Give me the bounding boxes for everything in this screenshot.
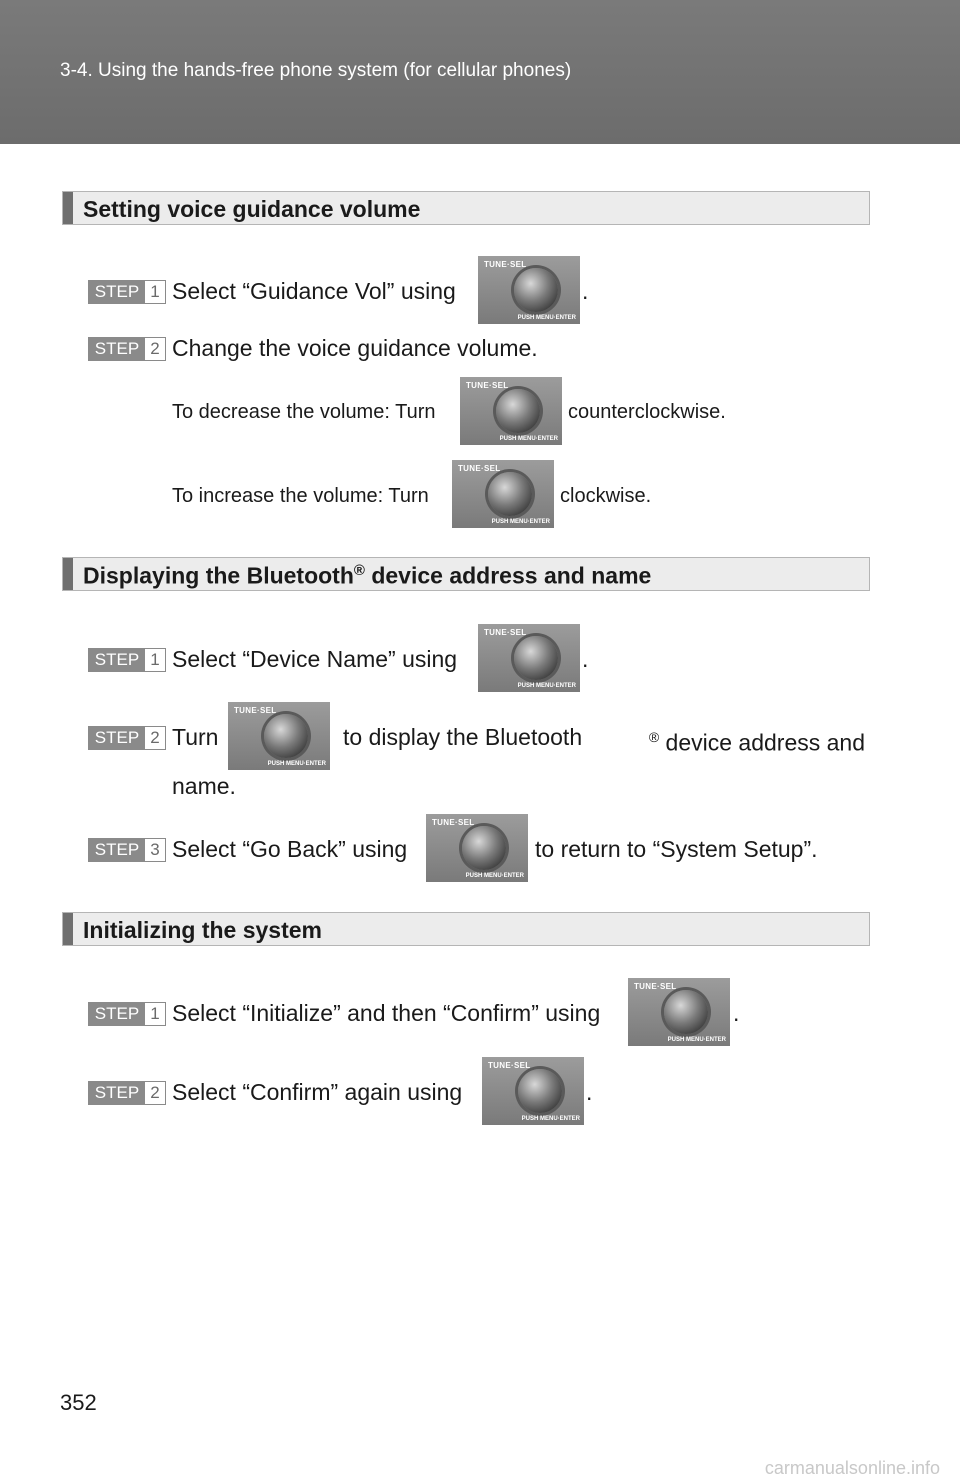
step-badge <box>88 1002 166 1026</box>
step-badge-number: 1 <box>150 1004 160 1023</box>
section-heading-bluetooth-device <box>62 557 870 591</box>
knob-top-label: TUNE·SEL <box>466 381 509 390</box>
knob-top-label: TUNE·SEL <box>432 818 475 827</box>
knob-dial <box>518 1069 562 1113</box>
section-heading-title: Setting voice guidance volume <box>83 196 421 222</box>
registered-mark: ® <box>648 729 660 745</box>
step-text: Change the voice guidance volume. <box>172 335 538 361</box>
step-text: Select “Go Back” using <box>172 836 408 862</box>
registered-mark: ® <box>353 562 365 579</box>
step-badge <box>88 280 166 304</box>
step-badge-number: 3 <box>150 840 160 859</box>
step-badge-number: 2 <box>150 728 160 747</box>
knob-dial <box>496 389 540 433</box>
section-heading-mark <box>63 558 73 590</box>
knob-top-label: TUNE·SEL <box>458 464 501 473</box>
tune-sel-knob-icon <box>478 256 580 324</box>
step-badge-label: STEP <box>89 649 145 671</box>
knob-bottom-label: PUSH MENU·ENTER <box>267 761 326 767</box>
sub-instruction: To decrease the volume: Turn <box>172 401 436 423</box>
step-badge <box>88 838 166 862</box>
knob-bottom-label: PUSH MENU·ENTER <box>517 683 576 689</box>
knob-top-label: TUNE·SEL <box>234 706 277 715</box>
watermark: carmanualsonline.info <box>764 1458 940 1478</box>
knob-top-label: TUNE·SEL <box>484 628 527 637</box>
knob-dial <box>462 826 506 870</box>
tune-sel-knob-icon <box>478 624 580 692</box>
step-badge-label: STEP <box>89 727 145 749</box>
step-badge-label: STEP <box>89 839 145 861</box>
knob-bottom-label: PUSH MENU·ENTER <box>465 873 524 879</box>
sub-instruction-end: clockwise. <box>560 485 652 507</box>
section-heading-initialize <box>62 912 870 946</box>
sub-instruction: To increase the volume: Turn <box>172 485 429 507</box>
knob-top-label: TUNE·SEL <box>634 982 677 991</box>
knob-top-label: TUNE·SEL <box>488 1061 531 1070</box>
tune-sel-knob-icon <box>228 702 330 770</box>
knob-top-label: TUNE·SEL <box>484 260 527 269</box>
step-badge-number: 2 <box>150 1083 160 1102</box>
page-header <box>0 0 960 144</box>
tune-sel-knob-icon <box>628 978 730 1046</box>
page-number: 352 <box>60 1390 97 1415</box>
knob-bottom-label: PUSH MENU·ENTER <box>499 436 558 442</box>
step-text-end: to display the Bluetooth ® device address and <box>343 724 865 756</box>
header-title: 3-4. Using the hands-free phone system (for cellular phones) <box>60 60 572 81</box>
section-heading-voice-volume <box>62 191 870 225</box>
step-text-end: . <box>733 1000 740 1026</box>
knob-bottom-label: PUSH MENU·ENTER <box>667 1037 726 1043</box>
step-badge-number: 1 <box>150 650 160 669</box>
step-text: Select “Guidance Vol” using <box>172 278 456 304</box>
step-badge-label: STEP <box>89 281 145 303</box>
tune-sel-knob-icon <box>426 814 528 882</box>
step-badge <box>88 337 166 361</box>
section-heading-title: Initializing the system <box>83 917 322 943</box>
step-badge-number: 1 <box>150 282 160 301</box>
step-badge-label: STEP <box>89 1082 145 1104</box>
step-text-continuation: name. <box>172 773 236 799</box>
sub-instruction-end: counterclockwise. <box>568 401 726 423</box>
step-badge <box>88 1081 166 1105</box>
step-badge <box>88 726 166 750</box>
step-text: Select “Device Name” using <box>172 646 458 672</box>
knob-bottom-label: PUSH MENU·ENTER <box>521 1116 580 1122</box>
step-badge-number: 2 <box>150 339 160 358</box>
knob-bottom-label: PUSH MENU·ENTER <box>517 315 576 321</box>
step-text-end: . <box>586 1079 593 1105</box>
knob-dial <box>488 472 532 516</box>
section-heading-mark <box>63 913 73 945</box>
section-heading-mark <box>63 192 73 224</box>
knob-dial <box>264 714 308 758</box>
step-text-end: . <box>582 646 589 672</box>
knob-dial <box>664 990 708 1034</box>
step-text: Select “Confirm” again using <box>172 1079 463 1105</box>
step-badge <box>88 648 166 672</box>
section-heading-title: Displaying the Bluetooth® device address and name <box>83 562 652 589</box>
tune-sel-knob-icon <box>482 1057 584 1125</box>
knob-dial <box>514 268 558 312</box>
step-text: Select “Initialize” and then “Confirm” using <box>172 1000 601 1026</box>
step-text-end: to return to “System Setup”. <box>535 836 818 862</box>
step-text: Turn <box>172 724 219 750</box>
tune-sel-knob-icon <box>460 377 562 445</box>
tune-sel-knob-icon <box>452 460 554 528</box>
step-badge-label: STEP <box>89 338 145 360</box>
step-badge-label: STEP <box>89 1003 145 1025</box>
knob-dial <box>514 636 558 680</box>
step-text-end: . <box>582 278 589 304</box>
knob-bottom-label: PUSH MENU·ENTER <box>491 519 550 525</box>
